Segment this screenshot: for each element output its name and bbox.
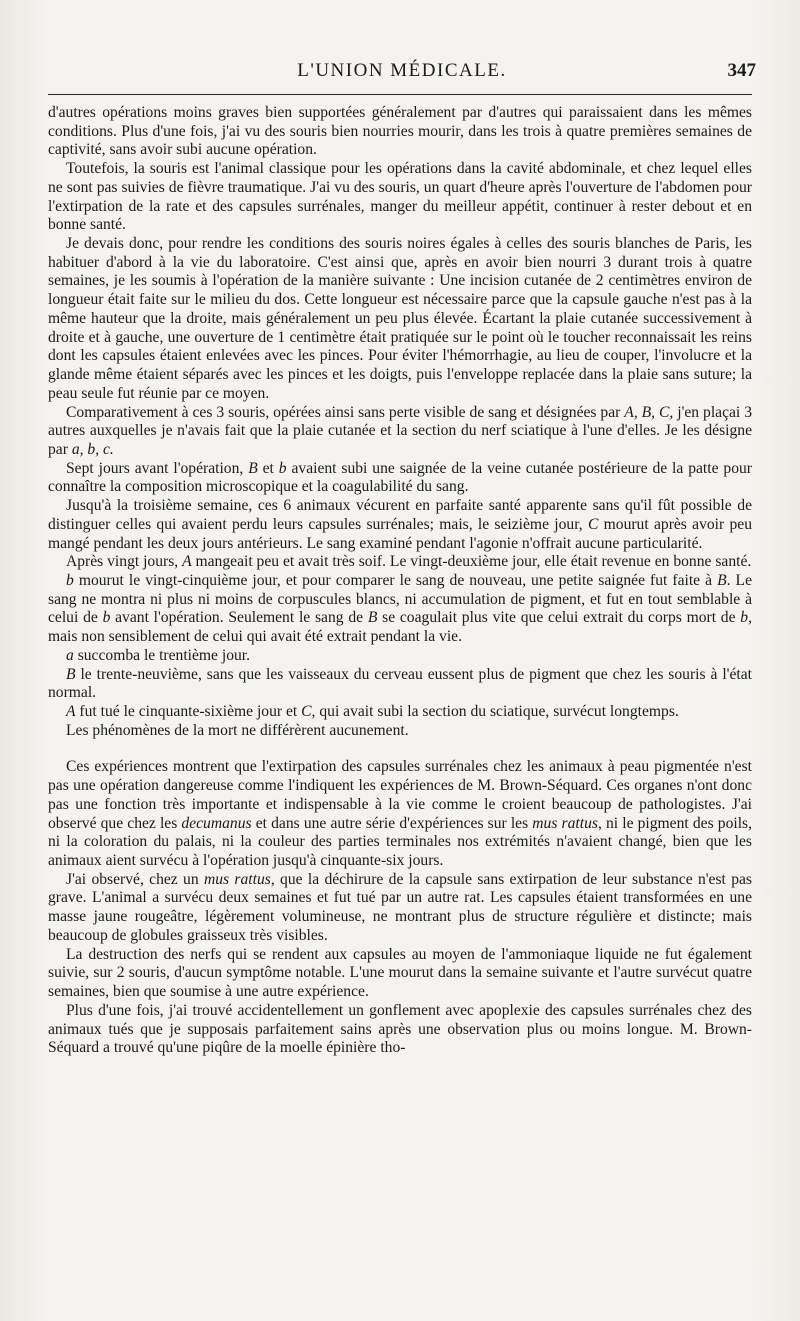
page-number: 347 (727, 60, 756, 81)
paragraph: b mourut le vingt-cinquième jour, et pour comparer le sang de nouveau, une petite saignée fut faite à B. Le sang ne montra ni plus ni moins de corpuscules blancs, ni accumulation de pigment, et fut en tout semblable à celui de b avant l'opération. Seulement le sang de B se coagulait plus vite que celui extrait du corps mort de b, mais non sensiblement de celui qui avait été extrait pendant la vie. (48, 571, 753, 646)
paragraph: Les phénomènes de la mort ne différèrent aucunement. (66, 721, 409, 739)
paragraph: Après vingt jours, A mangeait peu et avait très soif. Le vingt-deuxième jour, elle était revenue en bonne santé. (66, 553, 752, 571)
paragraph: Comparativement à ces 3 souris, opérées ainsi sans perte visible de sang et désignées par A, B, C, j'en plaçai 3 autres auxquelles je n'avais fait que la plaie cutanée et la section du nerf sciatique à l'une d'elles. Je les désigne par a, b, c. (48, 403, 752, 458)
paragraph: La destruction des nerfs qui se rendent aux capsules au moyen de l'ammoniaque liquide ne fut également suivie, sur 2 souris, d'aucun symptôme notable. L'une mourut dans la semaine suivante et l'autre survécut quatre semaines, bien que soumise à une autre expérience. (48, 945, 752, 1001)
paragraph: a succomba le trentième jour. (66, 646, 251, 664)
paragraph: Plus d'une fois, j'ai trouvé accidentellement un gonflement avec apoplexie des capsules surrénales chez des animaux tués que je supposais parfaitement sains après une observation plus ou moins longue. M. Brown-Séquard a trouvé qu'une piqûre de la moelle épinière tho- (48, 1001, 752, 1057)
paragraph: Sept jours avant l'opération, B et b avaient subi une saignée de la veine cutanée postérieure de la patte pour connaître la composition microscopique et la coagulabilité du sang. (48, 459, 752, 496)
paragraph: d'autres opérations moins graves bien supportées généralement par d'autres qui paraissaient dans les mêmes conditions. Plus d'une fois, j'ai vu des souris bien nourries mourir, dans les trois à quatre premières semaines de captivité, sans avoir subi aucune opération. (48, 104, 752, 159)
journal-title: L'UNION MÉDICALE. (297, 60, 507, 81)
paragraph: J'ai observé, chez un mus rattus, que la déchirure de la capsule sans extirpation de leur substance n'est pas grave. L'animal a survécu deux semaines et fut tué par un autre rat. Les capsules étaient transformées en une masse jaune rougeâtre, légèrement volumineuse, ne montrant plus de structure régulière et distincte; mais beaucoup de globules graisseux très visibles. (48, 870, 752, 944)
paragraph: B le trente-neuvième, sans que les vaisseaux du cerveau eussent plus de pigment que chez les souris à l'état normal. (48, 665, 752, 702)
paragraph: Jusqu'à la troisième semaine, ces 6 animaux vécurent en parfaite santé apparente sans qu'il fût possible de distinguer celles qui avaient perdu leurs capsules surrénales; mais, le seizième jour, C mourut après avoir peu mangé pendant les deux jours antérieurs. Le sang examiné pendant l'agonie n'offrait aucune particularité. (48, 497, 752, 552)
paragraph: A fut tué le cinquante-sixième jour et C, qui avait subi la section du sciatique, survécut longtemps. (66, 703, 679, 720)
body-text (48, 104, 752, 1058)
paragraph: Toutefois, la souris est l'animal classique pour les opérations dans la cavité abdominale, et chez lequel elles ne sont pas suivies de fièvre traumatique. J'ai vu des souris, un quart d'heure après l'ouverture de l'abdomen pour l'extirpation de la rate et des capsules surrénales, manger du meilleur appétit, continuer à rester debout et en bonne santé. (48, 160, 752, 234)
paragraph: Je devais donc, pour rendre les conditions des souris noires égales à celles des souris blanches de Paris, les habituer d'abord à la vie du laboratoire. C'est ainsi que, après en avoir bien nourri 3 durant trois à quatre semaines, je les soumis à l'opération de la manière suivante : Une incision cutanée de 2 centimètres environ de longueur était faite sur le milieu du dos. Cette longueur est nécessaire parce que la capsule gauche n'est pas à la même hauteur que la droite, mais généralement un peu plus élevée. Écartant la plaie cutanée successivement à droite et à gauche, une ouverture de 1 centimètre était pratiquée sur le point où le toucher reconnaissait les reins dont les capsules étaient enlevées avec les pinces. Pour éviter l'hémorrhagie, au lieu de couper, l'involucre et la glande même étaient séparés avec les pinces et les doigts, puis l'enveloppe replacée dans la plaie sans suture; la peau seule fut réunie par ce moyen. (48, 235, 752, 402)
paragraph: Ces expériences montrent que l'extirpation des capsules surrénales chez les animaux à peau pigmentée n'est pas une opération dangereuse comme l'indiquent les expériences de M. Brown-Séquard. Ces organes n'ont donc pas une fonction très importante et indispensable à la vie comme le croient beaucoup de pathologistes. J'ai observé que chez les decumanus et dans une autre série d'expériences sur les mus rattus, ni le pigment des poils, ni la coloration du palais, ni la couleur des parties terminales nos extrémités n'avaient changé, bien que les animaux aient survécu à l'opération jusqu'à cinquante-six jours. (48, 758, 752, 870)
running-head (48, 56, 756, 86)
header-rule (48, 94, 752, 95)
